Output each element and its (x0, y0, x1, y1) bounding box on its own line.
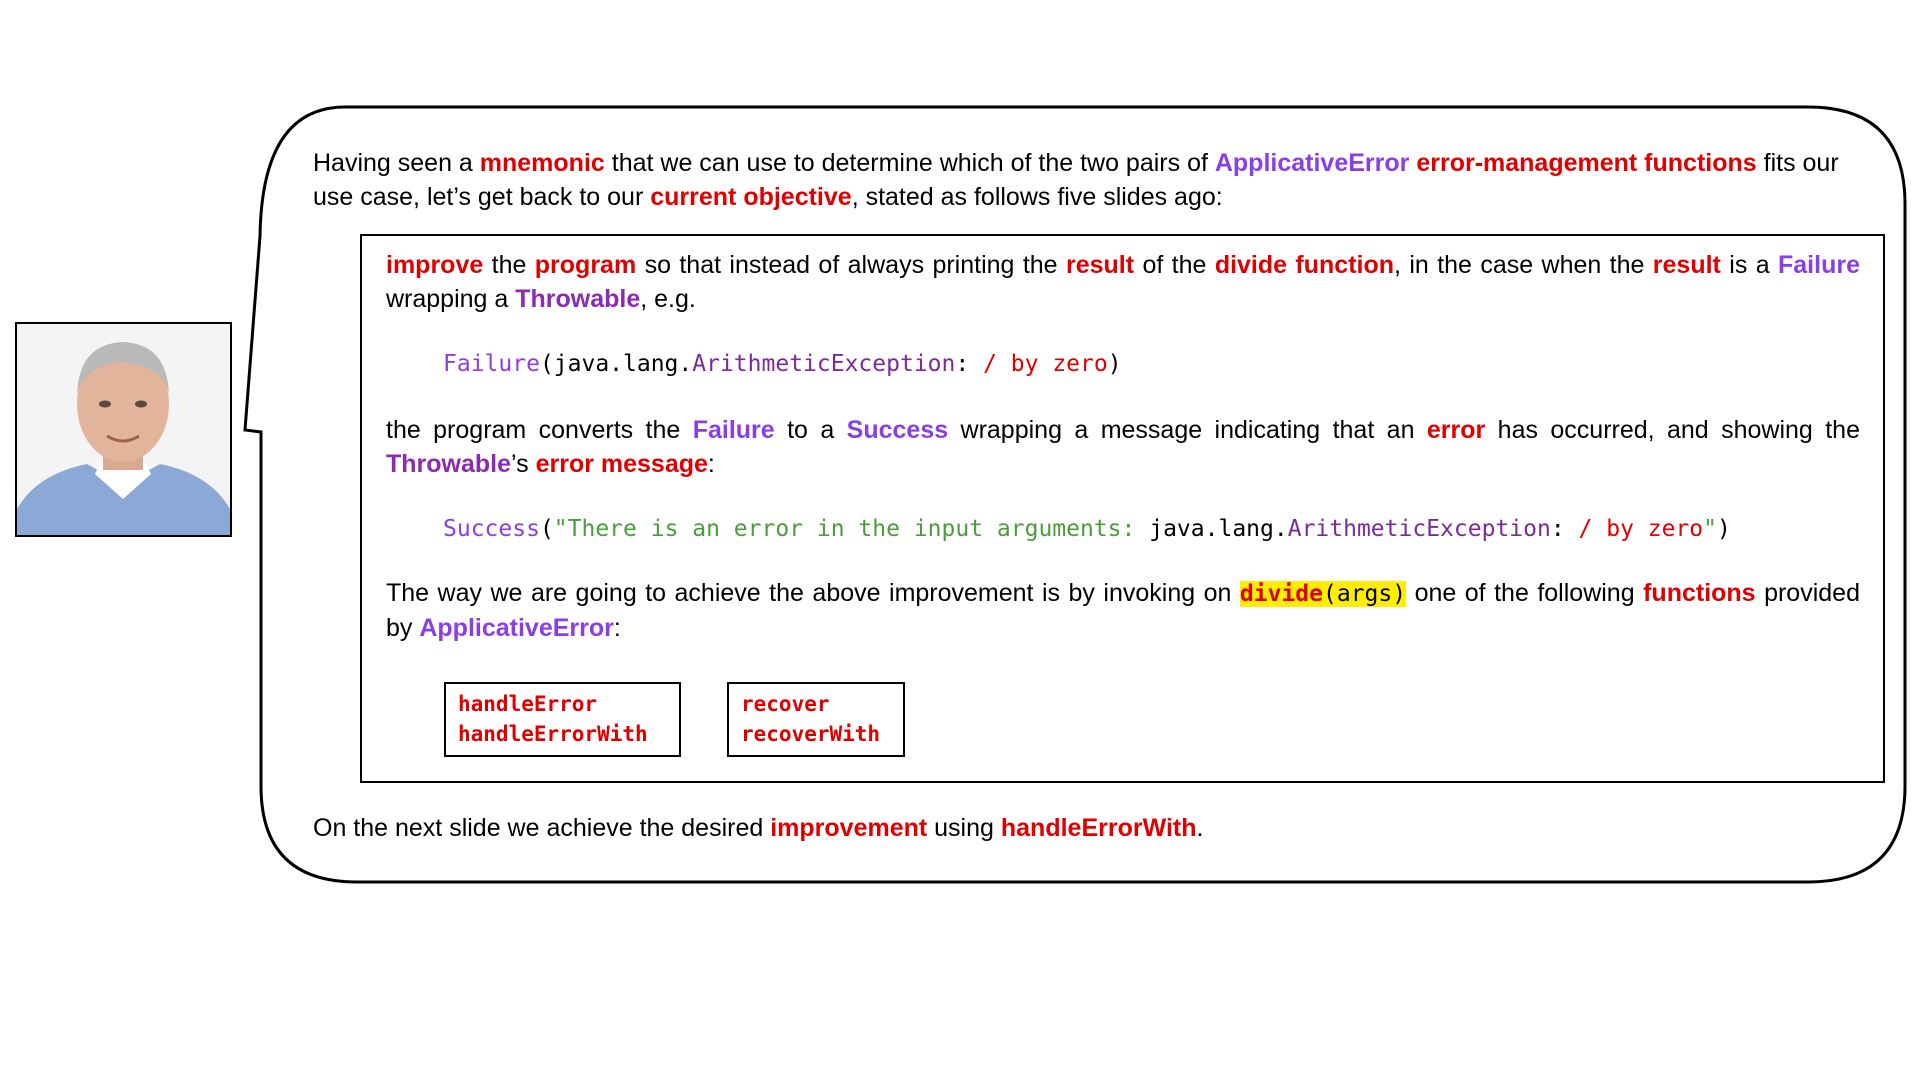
keyword-mnemonic: mnemonic (479, 149, 605, 177)
code-success-example: Success("There is an error in the input arguments: java.lang.ArithmeticException: / by zero") (443, 516, 1731, 542)
objective-paragraph-1: improve the program so that instead of always printing the result of the divide function, in the case when the result is a Failure wrapping a Throwable, e.g. (386, 251, 1860, 313)
function-handle-error: handleError (458, 692, 598, 716)
objective-paragraph-3: The way we are going to achieve the above improvement is by invoking on divide(args) one of the following functions provided by ApplicativeError: (386, 579, 1860, 642)
keyword-improvement: improvement (770, 814, 928, 842)
code-failure-example: Failure(java.lang.ArithmeticException: / by zero) (443, 351, 1122, 377)
keyword-applicative-error: ApplicativeError (1214, 149, 1410, 177)
objective-paragraph-2: the program converts the Failure to a Success wrapping a message indicating that an error has occurred, and showing the Throwable’s error message: (386, 416, 1860, 478)
function-box-handle-error (444, 682, 681, 757)
highlighted-divide-call: divide(args) (1239, 581, 1407, 607)
function-box-recover (727, 682, 905, 757)
function-handle-error-with: handleErrorWith (458, 722, 648, 746)
keyword-handle-error-with: handleErrorWith (1000, 814, 1197, 842)
keyword-error-management-functions: error-management functions (1416, 149, 1757, 177)
outro-paragraph: On the next slide we achieve the desired improvement using handleErrorWith. (313, 814, 1204, 842)
function-recover-with: recoverWith (741, 722, 881, 746)
intro-paragraph: Having seen a mnemonic that we can use to determine which of the two pairs of ApplicativeError error-management functions fits our use case, let’s get back to our current objective, stated as follows five slides ago: (313, 149, 1839, 211)
keyword-current-objective: current objective (650, 183, 852, 211)
function-recover: recover (741, 692, 830, 716)
